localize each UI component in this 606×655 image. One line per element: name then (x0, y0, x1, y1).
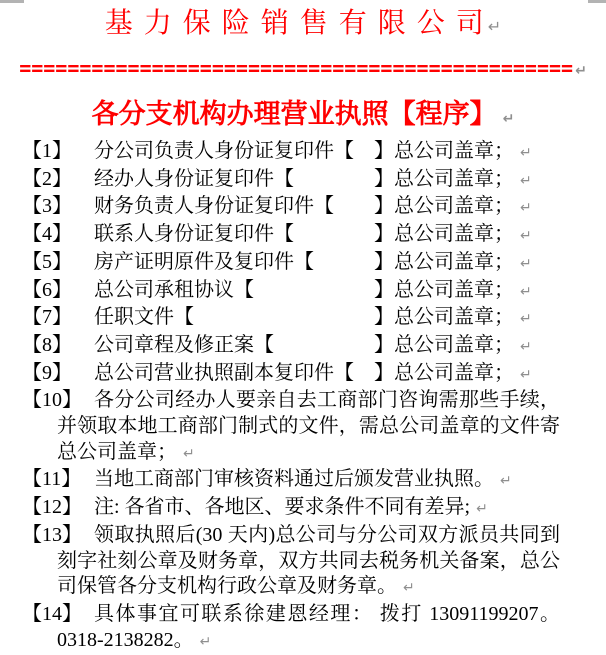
paragraph-mark: ↵ (487, 17, 502, 36)
item-line (57, 440, 560, 468)
paragraph-mark: ↵ (520, 338, 532, 355)
item-line (57, 194, 560, 222)
item-line (57, 574, 560, 602)
document-title-text: 各分支机构办理营业执照【程序】 (91, 99, 497, 129)
list-item (0, 602, 606, 655)
item-number: 【13】 (22, 523, 82, 546)
item-line (57, 523, 560, 549)
item-line-text: 当地工商部门审核资料通过后颁发营业执照。 (94, 468, 494, 491)
paragraph-mark: ↵ (520, 311, 532, 328)
company-title-text: 基 力 保 险 销 售 有 限 公 司 (104, 8, 486, 39)
list-item (0, 278, 606, 306)
list-item (0, 467, 606, 495)
item-line-text: 财务负责人身份证复印件【 】总公司盖章； (94, 195, 514, 218)
list-item (0, 194, 606, 222)
paragraph-mark: ↵ (520, 255, 532, 272)
item-line-text: 经办人身份证复印件【 】总公司盖章； (94, 167, 514, 190)
list-item (0, 139, 606, 167)
paragraph-mark: ↵ (520, 283, 532, 300)
item-line (57, 278, 560, 306)
item-line (57, 549, 560, 575)
item-line-text: 各分公司经办人要亲自去工商部门咨询需那些手续， (94, 389, 560, 412)
item-line-text: 领取执照后(30 天内)总公司与分公司双方派员共同到 (94, 523, 560, 546)
item-number: 【12】 (22, 496, 82, 519)
red-double-rule-text: ============================================== (19, 56, 574, 80)
list-item (0, 250, 606, 278)
item-line (57, 495, 560, 523)
item-line (57, 139, 560, 167)
item-number: 【5】 (22, 250, 72, 273)
item-line-text: 并领取本地工商部门制式的文件，需总公司盖章的文件寄 (57, 415, 560, 438)
list-item (0, 222, 606, 250)
paragraph-mark: ↵ (500, 473, 512, 490)
list-item (0, 388, 606, 467)
item-line-text: 联系人身份证复印件【 】总公司盖章； (94, 223, 514, 246)
page-edge-right (588, 0, 606, 3)
item-line-text: 任职文件【 】总公司盖章； (94, 306, 514, 329)
list-item (0, 167, 606, 195)
item-line (57, 361, 560, 389)
item-number: 【7】 (22, 306, 72, 329)
item-line-text: 分公司负责人身份证复印件【 】总公司盖章； (94, 140, 514, 162)
item-line-text: 房产证明原件及复印件【 】总公司盖章； (94, 250, 514, 273)
list-item (0, 333, 606, 361)
list-item (0, 523, 606, 602)
item-line (57, 388, 560, 414)
item-number: 【10】 (22, 389, 82, 412)
item-line (57, 222, 560, 250)
item-line-text: 注: 各省市、各地区、要求条件不同有差异; (94, 496, 471, 519)
item-number: 【1】 (22, 140, 72, 162)
item-line-text: 总公司营业执照副本复印件【 】总公司盖章； (94, 361, 514, 384)
item-number: 【2】 (22, 167, 72, 190)
paragraph-mark: ↵ (575, 63, 587, 79)
paragraph-mark: ↵ (476, 501, 488, 518)
item-line-text: 具体事宜可联系徐建恩经理： 拨打 13091199207。 (94, 602, 560, 625)
item-number: 【3】 (22, 195, 72, 218)
item-line (57, 333, 560, 361)
item-line-text: 公司章程及修正案【 】总公司盖章； (94, 333, 514, 356)
item-line-text: 刻字社刻公章及财务章，双方共同去税务机关备案，总公 (57, 549, 560, 572)
item-line-text: 总公司盖章； (57, 440, 177, 463)
paragraph-mark: ↵ (403, 580, 415, 597)
item-line-text: 0318-2138282。 (57, 628, 194, 651)
item-number: 【8】 (22, 333, 72, 356)
item-line (57, 414, 560, 440)
procedure-list (0, 139, 606, 655)
item-line (57, 628, 560, 655)
item-line (57, 602, 560, 628)
paragraph-mark: ↵ (520, 200, 532, 217)
list-item (0, 361, 606, 389)
item-number: 【11】 (22, 468, 82, 491)
paragraph-mark: ↵ (502, 111, 515, 127)
list-item (0, 495, 606, 523)
item-line (57, 250, 560, 278)
document-title (0, 98, 606, 135)
paragraph-mark: ↵ (520, 228, 532, 245)
page-edge-left (0, 0, 24, 3)
item-number: 【9】 (22, 361, 72, 384)
item-line-text: 司保管各分支机构行政公章及财务章。 (57, 575, 397, 598)
paragraph-mark: ↵ (520, 145, 532, 161)
item-line (57, 467, 560, 495)
red-double-rule (0, 56, 606, 83)
paragraph-mark: ↵ (520, 172, 532, 189)
paragraph-mark: ↵ (199, 633, 212, 650)
item-number: 【4】 (22, 223, 72, 246)
item-line-text: 总公司承租协议【 】总公司盖章； (94, 278, 514, 301)
paragraph-mark: ↵ (183, 445, 195, 462)
item-line (57, 167, 560, 195)
item-line (57, 305, 560, 333)
company-title (0, 0, 606, 46)
item-number: 【6】 (22, 278, 72, 301)
list-item (0, 305, 606, 333)
paragraph-mark: ↵ (520, 366, 532, 383)
item-number: 【14】 (22, 602, 82, 625)
